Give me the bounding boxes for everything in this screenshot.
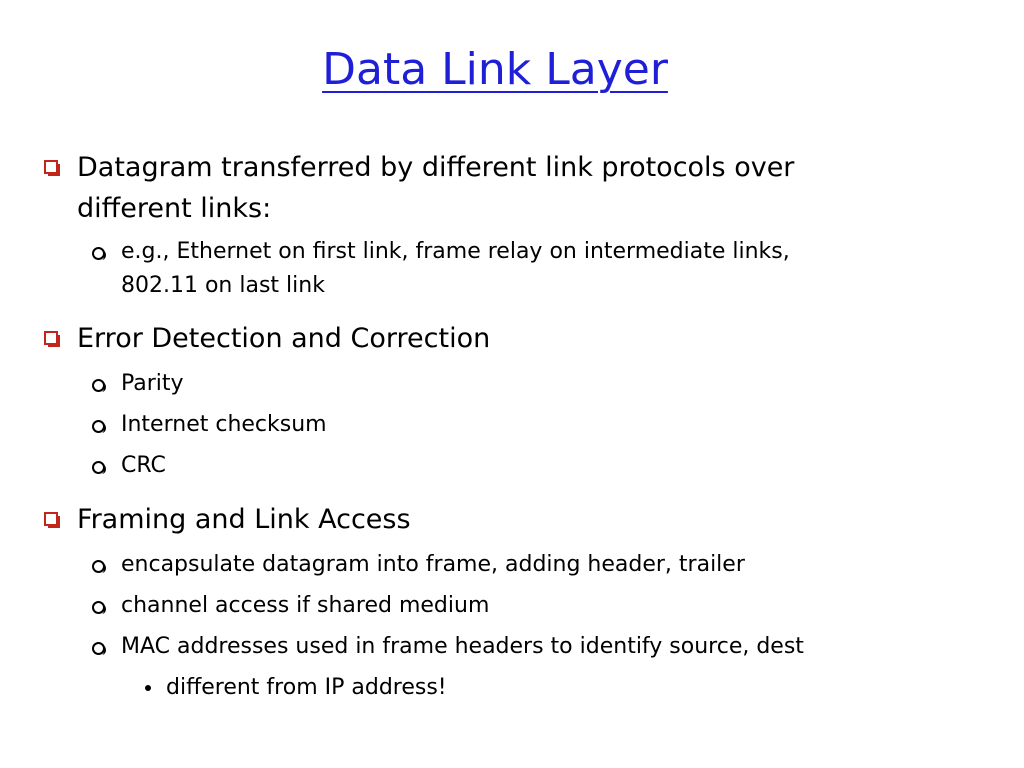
checkbox-square-bullet-icon: [44, 331, 58, 345]
bullet-text-line: Datagram transferred by different link protocols over: [77, 152, 795, 183]
slide-title: Data Link Layer: [322, 44, 668, 95]
sub-sub-bullet-text: different from IP address!: [166, 675, 447, 700]
checkbox-square-bullet-icon: [44, 160, 58, 174]
bullet-text-line: different links:: [77, 193, 272, 224]
sub-bullet-text: MAC addresses used in frame headers to identify source, dest: [121, 634, 804, 659]
bullet-text: Framing and Link Access: [77, 504, 411, 535]
sub-bullet-text: encapsulate datagram into frame, adding header, trailer: [121, 552, 745, 577]
sub-bullet-text-line: 802.11 on last link: [121, 273, 325, 298]
sub-bullet-text-line: e.g., Ethernet on first link, frame relay on intermediate links,: [121, 239, 790, 264]
open-circle-bullet-icon: [92, 642, 105, 655]
sub-bullet-text: Parity: [121, 371, 184, 396]
open-circle-bullet-icon: [92, 560, 105, 573]
dot-bullet-icon: [145, 685, 151, 691]
open-circle-bullet-icon: [92, 601, 105, 614]
sub-bullet-text: Internet checksum: [121, 412, 327, 437]
checkbox-square-bullet-icon: [44, 512, 58, 526]
open-circle-bullet-icon: [92, 420, 105, 433]
bullet-text: Error Detection and Correction: [77, 323, 491, 354]
open-circle-bullet-icon: [92, 247, 105, 260]
open-circle-bullet-icon: [92, 379, 105, 392]
sub-bullet-text: channel access if shared medium: [121, 593, 490, 618]
open-circle-bullet-icon: [92, 461, 105, 474]
sub-bullet-text: CRC: [121, 453, 166, 478]
